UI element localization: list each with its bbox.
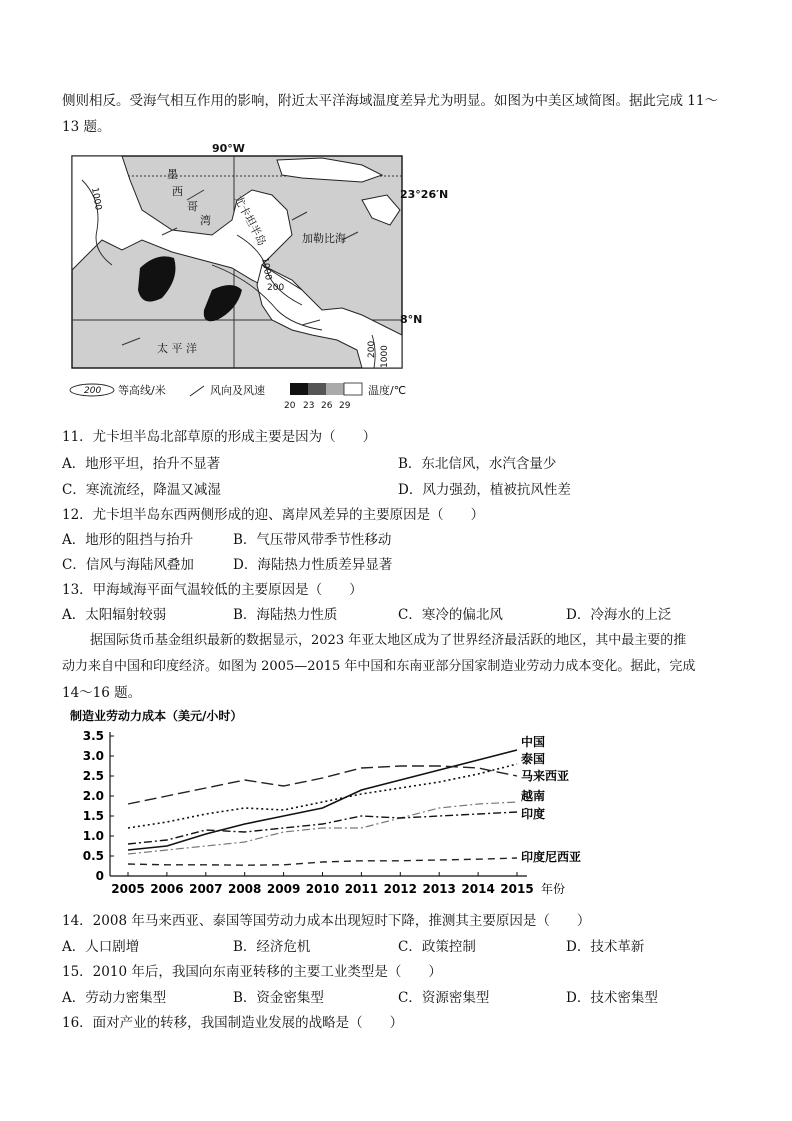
q13-option-a[interactable]: A．太阳辐射较弱: [62, 607, 167, 623]
series-line-5: [128, 858, 517, 865]
y-tick-label: 2.0: [82, 789, 104, 803]
q13-option-b[interactable]: B．海陆热力性质: [233, 607, 338, 623]
q15-option-d[interactable]: D．技术密集型: [566, 990, 658, 1006]
q16-stem: 16．面对产业的转移，我国制造业发展的战略是（ ）: [62, 1015, 404, 1031]
intro-line-2: 13 题。: [62, 119, 111, 135]
map-gulf-char-2: 西: [172, 185, 183, 198]
series-line-2: [128, 764, 517, 828]
y-tick-label: 1.0: [82, 829, 104, 843]
svg-text:1000: 1000: [89, 186, 103, 212]
series-label-1: 泰国: [521, 752, 546, 766]
x-tick-label: 2009: [266, 882, 301, 896]
map-legend: [70, 383, 406, 411]
q13-stem: 13．甲海域海平面气温较低的主要原因是（ ）: [62, 582, 363, 598]
series-label-2: 马来西亚: [521, 769, 570, 783]
y-tick-label: 0.5: [82, 849, 104, 863]
svg-text:200: 200: [367, 340, 377, 358]
q12-stem: 12．尤卡坦半岛东西两侧形成的迎、离岸风差异的主要原因是（ ）: [62, 507, 485, 523]
y-tick-label: 3.5: [82, 729, 104, 743]
intro2-line-3: 14～16 题。: [62, 685, 142, 701]
q11-option-d[interactable]: D．风力强劲，植被抗风性差: [398, 482, 571, 498]
y-tick-label: 2.5: [82, 769, 104, 783]
intro-line-1: 侧则相反。受海气相互作用的影响，附近太平洋海域温度差异尤为明显。如图为中美区域简图。据此完成 11～: [62, 93, 718, 109]
intro2-line-2: 动力来自中国和印度经济。如图为 2005—2015 年中国和东南亚部分国家制造业劳动力成本变化。据此，完成: [62, 659, 696, 674]
q14-option-d[interactable]: D．技术革新: [566, 939, 645, 955]
series-line-1: [128, 766, 517, 804]
map-90w-label: 90°W: [212, 142, 245, 155]
x-tick-label: 2013: [422, 882, 456, 896]
x-tick-label: 2012: [383, 882, 418, 896]
svg-text:200: 200: [267, 283, 285, 293]
intro2-line-1: 据国际货币基金组织最新的数据显示，2023 年亚太地区成为了世界经济最活跃的地区，其中最主要的推: [90, 633, 687, 648]
svg-text:200: 200: [84, 386, 102, 396]
y-tick-label: 0: [95, 869, 104, 883]
q12-option-a[interactable]: A．地形的阻挡与抬升: [62, 532, 194, 548]
svg-text:1000: 1000: [259, 256, 273, 282]
x-axis-label: 年份: [541, 882, 566, 896]
x-tick-label: 2014: [461, 882, 495, 896]
q12-option-c[interactable]: C．信风与海陆风叠加: [62, 557, 194, 573]
x-tick-label: 2008: [227, 882, 262, 896]
chart-title: 制造业劳动力成本（美元/小时）: [70, 709, 243, 723]
map-gulf-char-4: 湾: [200, 214, 211, 227]
svg-text:1000: 1000: [380, 345, 390, 368]
series-label-5: 印度尼西亚: [521, 850, 582, 864]
map-pacific-label: 太 平 洋: [157, 342, 197, 355]
map-yucatan-label: 尤卡坦半岛: [231, 193, 269, 248]
x-tick-label: 2005: [111, 882, 145, 896]
q11-option-a[interactable]: A．地形平坦，抬升不显著: [62, 456, 221, 472]
q15-stem: 15．2010 年后，我国向东南亚转移的主要工业类型是（ ）: [62, 964, 442, 980]
q11-stem: 11．尤卡坦半岛北部草原的形成主要是因为（ ）: [62, 429, 377, 445]
x-tick-label: 2015: [500, 882, 534, 896]
y-tick-label: 3.0: [82, 749, 104, 763]
x-tick-label: 2010: [305, 882, 340, 896]
x-tick-label: 2011: [344, 882, 379, 896]
series-label-0: 中国: [521, 735, 546, 749]
q15-option-b[interactable]: B．资金密集型: [233, 990, 324, 1006]
q14-option-b[interactable]: B．经济危机: [233, 939, 311, 955]
x-tick-label: 2006: [150, 882, 184, 896]
map-lat-south-label: 8°N: [400, 313, 423, 326]
svg-text:温度/℃: 温度/℃: [368, 384, 407, 397]
map-gulf-char-3: 哥: [187, 200, 198, 213]
q14-option-c[interactable]: C．政策控制: [398, 939, 476, 955]
q12-option-b[interactable]: B．气压带风带季节性移动: [233, 532, 392, 548]
svg-text:23: 23: [303, 401, 315, 411]
q15-option-a[interactable]: A．劳动力密集型: [62, 990, 167, 1006]
svg-text:风向及风速: 风向及风速: [210, 384, 265, 397]
series-label-3: 越南: [521, 789, 546, 803]
svg-text:20: 20: [284, 401, 296, 411]
series-line-3: [128, 802, 517, 854]
map-lat-north-label: 23°26′N: [400, 188, 449, 201]
y-tick-label: 1.5: [82, 809, 104, 823]
map-gulf-char-1: 墨: [167, 168, 178, 181]
central-america-map: [62, 140, 449, 415]
q11-option-c[interactable]: C．寒流流经，降温又减湿: [62, 482, 221, 498]
svg-text:26: 26: [321, 401, 333, 411]
q11-option-b[interactable]: B．东北信风，水汽含量少: [398, 456, 557, 472]
q15-option-c[interactable]: C．资源密集型: [398, 990, 490, 1006]
x-tick-label: 2007: [189, 882, 223, 896]
q14-option-a[interactable]: A．人口剧增: [62, 939, 140, 955]
q13-option-c[interactable]: C．寒冷的偏北风: [398, 607, 503, 623]
svg-text:等高线/米: 等高线/米: [118, 384, 166, 397]
series-label-4: 印度: [521, 807, 546, 821]
q13-option-d[interactable]: D．冷海水的上泛: [566, 607, 672, 623]
q12-option-d[interactable]: D．海陆热力性质差异显著: [233, 557, 393, 573]
map-caribbean-label: 加勒比海: [302, 232, 346, 245]
svg-text:29: 29: [339, 401, 351, 411]
q14-stem: 14．2008 年马来西亚、泰国等国劳动力成本出现短时下降，推测其主要原因是（ ）: [62, 913, 591, 929]
labor-cost-chart: [62, 706, 622, 901]
